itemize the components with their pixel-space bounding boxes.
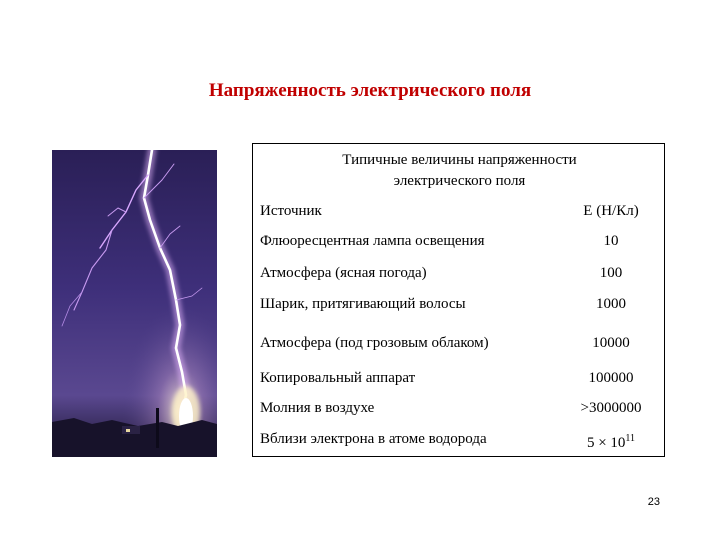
row-value: 1000 (596, 296, 626, 312)
table-caption-line-2: электрического поля (393, 173, 526, 189)
table-caption (253, 150, 666, 192)
lightning-photo (52, 150, 217, 457)
field-strength-table (252, 143, 665, 457)
row-value: 100 (599, 265, 623, 281)
table-row (253, 229, 666, 253)
row-source: Молния в воздухе (260, 400, 375, 416)
row-source: Флюоресцентная лампа освещения (260, 233, 485, 249)
row-source: Атмосфера (под грозовым облаком) (260, 335, 489, 351)
row-source: Копировальный аппарат (260, 370, 416, 386)
table-row (253, 396, 666, 420)
row-value: >3000000 (580, 400, 642, 416)
header-source: Источник (260, 203, 322, 219)
table-row (253, 366, 666, 390)
row-source: Шарик, притягивающий волосы (260, 296, 466, 312)
row-value-base: 5 × 10 (586, 435, 626, 451)
row-value: 10 (603, 233, 619, 249)
table-header-row (253, 199, 666, 223)
row-source: Атмосфера (ясная погода) (260, 265, 427, 281)
header-value: E (Н/Кл) (583, 203, 639, 219)
row-value: 10000 (592, 335, 630, 351)
table-row (253, 292, 666, 316)
slide-title: Напряженность электрического поля (208, 80, 532, 101)
page-number: 23 (647, 496, 660, 508)
table-row (253, 261, 666, 285)
row-value-exponent: 11 (625, 433, 636, 444)
row-source: Вблизи электрона в атоме водорода (260, 431, 487, 447)
table-row (253, 331, 666, 355)
table-row (253, 427, 666, 451)
row-value: 100000 (588, 370, 634, 386)
row-value (566, 427, 656, 455)
table-caption-line-1: Типичные величины напряженности (342, 152, 577, 168)
